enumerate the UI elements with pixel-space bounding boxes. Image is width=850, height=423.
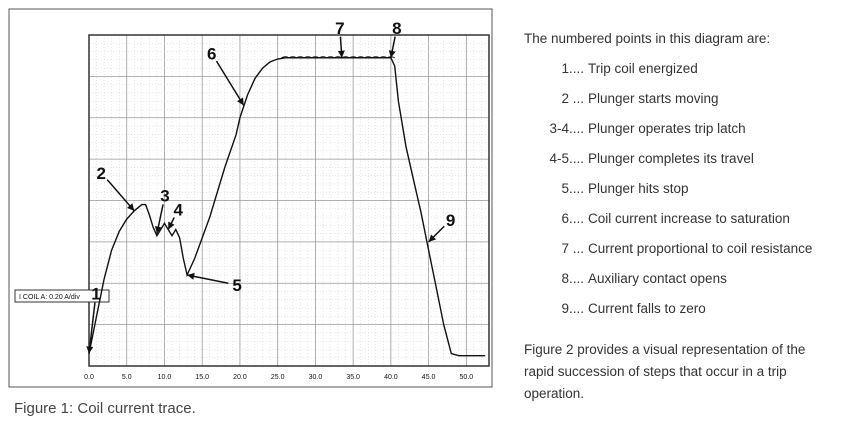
legend-item-number: 5.... (561, 181, 584, 196)
legend-item (524, 271, 844, 291)
legend-item-text: Plunger completes its travel (588, 151, 754, 166)
legend-item-number: 8.... (561, 271, 584, 286)
legend-item-number: 3-4.... (549, 121, 584, 136)
legend-item (524, 121, 844, 141)
legend-item-text: Trip coil energized (588, 61, 698, 76)
legend-item (524, 241, 844, 261)
legend-item-number: 2 ... (561, 91, 584, 106)
legend-item-text: Plunger starts moving (588, 91, 719, 106)
annotation-number: 4 (173, 200, 183, 220)
legend-item-text: Auxiliary contact opens (588, 271, 727, 286)
legend-item (524, 211, 844, 231)
legend-item-text: Current falls to zero (588, 301, 706, 316)
legend-item (524, 61, 844, 81)
chart-outer-frame (9, 9, 492, 387)
legend-item-text: Plunger operates trip latch (588, 121, 746, 136)
x-tick-label: 45.0 (421, 374, 436, 381)
legend-item-number: 7 ... (561, 241, 584, 256)
annotation-number: 3 (160, 186, 170, 206)
x-tick-label: 25.0 (270, 374, 285, 381)
x-tick-label: 5.0 (121, 374, 132, 381)
legend-item (524, 301, 844, 321)
x-tick-label: 0.0 (84, 374, 94, 381)
annotation-number: 6 (206, 44, 217, 64)
annotation-number: 2 (96, 163, 107, 183)
annotation-number: 1 (91, 284, 101, 304)
x-tick-label: 35.0 (346, 374, 360, 381)
figure-caption: Figure 1: Coil current trace. (14, 400, 196, 417)
legend-item-text: Coil current increase to saturation (588, 211, 790, 226)
legend-item-text: Current proportional to coil resistance (588, 241, 813, 256)
x-tick-label: 15.0 (195, 374, 210, 381)
y-scale-label: I COIL A: 0.20 A/div (19, 294, 80, 301)
x-tick-label: 50.0 (459, 374, 474, 381)
annotation-number: 8 (392, 18, 402, 38)
x-tick-label: 20.0 (233, 374, 247, 381)
legend-intro: The numbered points in this diagram are: (524, 31, 771, 46)
legend-item-text: Plunger hits stop (588, 181, 689, 196)
legend-item-number: 6.... (561, 211, 584, 226)
legend-note: Figure 2 provides a visual representation of the rapid succession of steps that occur in a trip operation. (524, 342, 806, 401)
legend-item (524, 151, 844, 171)
annotation-number: 7 (335, 18, 345, 38)
x-tick-label: 10.0 (157, 374, 172, 381)
legend-item (524, 91, 844, 111)
legend-item-number: 1.... (561, 61, 584, 76)
legend-item (524, 181, 844, 201)
x-tick-label: 30.0 (308, 374, 323, 381)
x-tick-label: 40.0 (384, 374, 398, 381)
legend-item-number: 4-5.... (549, 151, 584, 166)
annotation-number: 5 (232, 275, 242, 295)
legend-item-number: 9.... (561, 301, 584, 316)
annotation-number: 9 (445, 210, 456, 230)
